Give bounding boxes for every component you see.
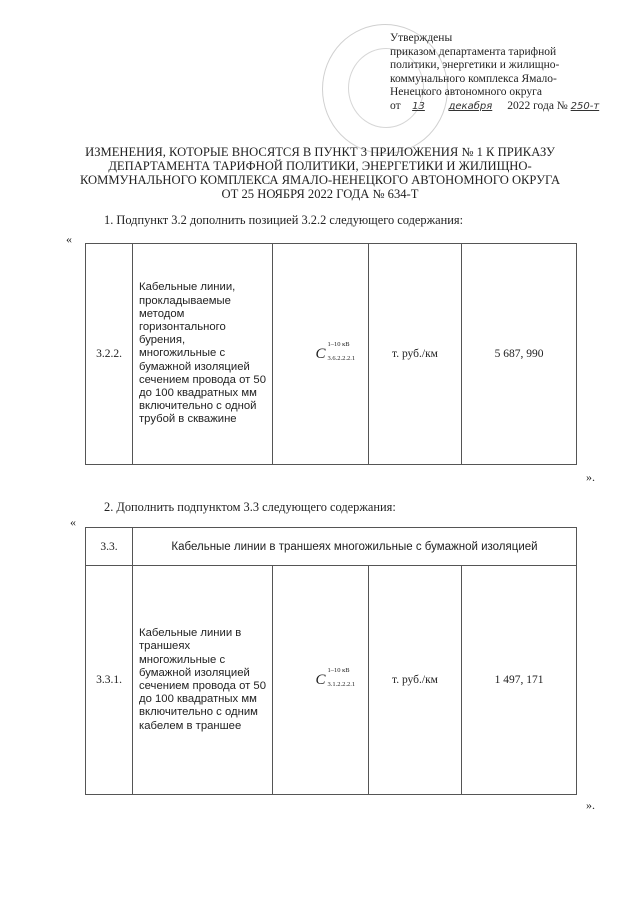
approval-line: коммунального комплекса Ямало- [390, 72, 557, 85]
row-description [133, 566, 273, 795]
title-line: ОТ 25 НОЯБРЯ 2022 ГОДА № 634-Т [221, 187, 419, 201]
desc-line: бумажной изоляцией [139, 360, 250, 373]
formula-sub: 3.6.2.2.2.1 [327, 354, 356, 362]
approval-line: приказом департамента тарифной [390, 45, 557, 58]
desc-line: методом [139, 307, 185, 320]
desc-line: прокладываемые [139, 294, 231, 307]
desc-line: сечением провода от 50 [139, 680, 266, 692]
item1-open-quote: « [66, 232, 72, 246]
row-formula [273, 244, 369, 465]
approval-line: Ненецкого автономного округа [390, 86, 542, 99]
title-line: КОММУНАЛЬНОГО КОМПЛЕКСА ЯМАЛО-НЕНЕЦКОГО АВТОНОМНОГО ОКРУГА [79, 173, 561, 187]
desc-line: бурения, [139, 334, 186, 347]
desc-line: до 100 квадратных мм [139, 693, 257, 706]
row-unit: т. руб./км [369, 566, 462, 795]
desc-line: включительно с одним [139, 706, 258, 719]
item1-close-quote: ». [586, 470, 595, 484]
title-line: ДЕПАРТАМЕНТА ТАРИФНОЙ ПОЛИТИКИ, ЭНЕРГЕТИКИ И ЖИЛИЩНО- [108, 159, 532, 173]
desc-line: Кабельные линии в [139, 627, 242, 640]
row-code: 3.3.1. [86, 566, 133, 795]
desc-line: многожильные с [139, 347, 226, 360]
desc-line: трубой в скважине [139, 413, 237, 426]
row-description [133, 244, 273, 465]
item2-table [85, 527, 577, 795]
approval-number: 250-т [570, 100, 600, 112]
desc-line: траншеях [139, 640, 191, 653]
approval-month: декабря [448, 100, 493, 112]
approval-line: политики, энергетики и жилищно- [390, 59, 560, 72]
desc-line: многожильные с [139, 653, 226, 666]
table-row [86, 566, 577, 795]
formula-sup: 1–10 кВ [327, 340, 350, 348]
row-code: 3.2.2. [86, 244, 133, 465]
approval-date-line [390, 100, 640, 114]
desc-line: до 100 квадратных мм [139, 387, 257, 399]
approval-from: от [390, 99, 401, 112]
approval-line: Утверждены [390, 32, 453, 44]
approval-block [390, 32, 640, 114]
item2-text: 2. Дополнить подпунктом 3.3 следующего содержания: [104, 500, 396, 514]
item1-text: 1. Подпункт 3.2 дополнить позицией 3.2.2 следующего содержания: [104, 213, 464, 227]
item2-open-quote: « [70, 515, 76, 529]
approval-day: 13 [412, 100, 425, 112]
item1-table [85, 243, 577, 465]
formula-base: C [315, 671, 326, 688]
approval-year: 2022 года № [507, 99, 568, 112]
desc-line: Кабельные линии, [139, 281, 236, 294]
row-value: 1 497, 171 [462, 566, 577, 795]
table-row [86, 244, 577, 465]
title-line: ИЗМЕНЕНИЯ, КОТОРЫЕ ВНОСЯТСЯ В ПУНКТ 3 ПРИЛОЖЕНИЯ № 1 К ПРИКАЗУ [85, 145, 555, 159]
formula-base: C [315, 345, 326, 362]
row-formula [273, 566, 369, 795]
formula-sub: 3.1.2.2.2.1 [327, 680, 356, 688]
desc-line: горизонтального [139, 320, 226, 333]
desc-line: бумажной изоляцией [139, 666, 250, 679]
formula-sup: 1–10 кВ [327, 666, 350, 674]
header-code: 3.3. [86, 528, 133, 566]
formula [315, 666, 356, 689]
table-header-row [86, 528, 577, 566]
row-value: 5 687, 990 [462, 244, 577, 465]
desc-line: кабелем в траншее [139, 719, 242, 732]
item2-close-quote: ». [586, 798, 595, 812]
desc-line: включительно с одной [139, 400, 257, 413]
desc-line: сечением провода от 50 [139, 373, 266, 386]
formula [315, 340, 356, 363]
row-unit: т. руб./км [369, 244, 462, 465]
header-description: Кабельные линии в траншеях многожильные с бумажной изоляцией [133, 528, 577, 566]
document-title [60, 145, 580, 201]
